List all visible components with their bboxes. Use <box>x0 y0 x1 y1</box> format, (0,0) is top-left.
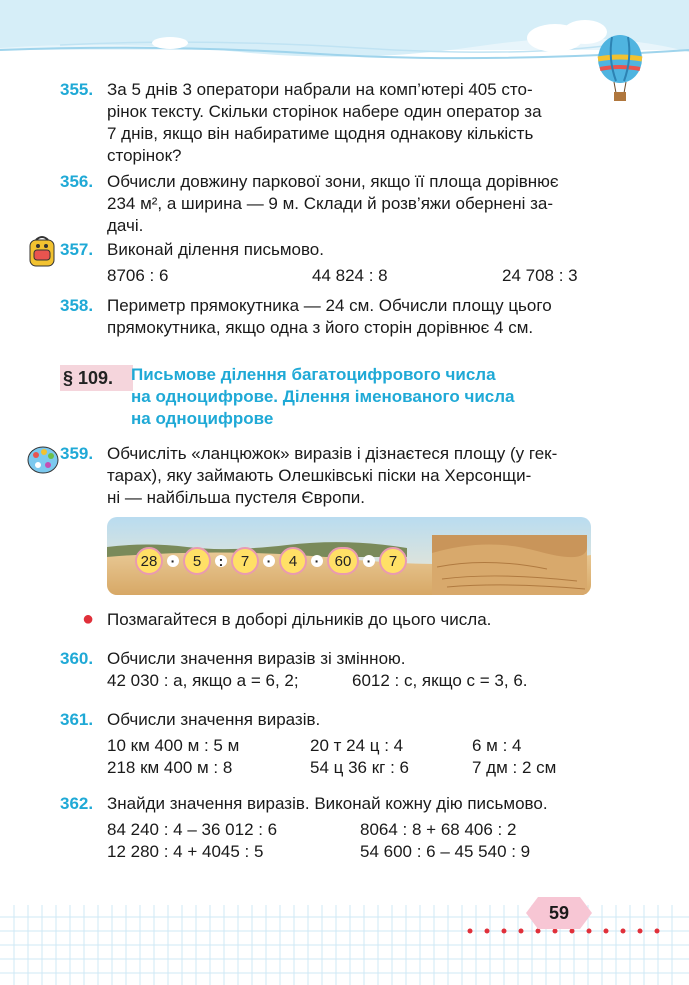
expression: 54 600 : 6 – 45 540 : 9 <box>360 842 531 861</box>
problem-number: 356. <box>60 172 94 191</box>
section-label: § 109. <box>60 365 133 391</box>
section-title-line: на одноцифрове. Ділення іменованого числа <box>131 387 515 406</box>
expression: 8064 : 8 + 68 406 : 2 <box>360 820 517 839</box>
expression: 218 км 400 м : 8 <box>107 758 233 777</box>
chain-number: 28 <box>135 547 163 575</box>
sky-decoration <box>0 0 689 70</box>
problem-text: Виконай ділення письмово. <box>107 240 324 259</box>
expression: 20 т 24 ц : 4 <box>310 736 404 755</box>
expression: 10 км 400 м : 5 м <box>107 736 240 755</box>
text-line: Обчисліть «ланцюжок» виразів і дізнаєтеся площу (у гек- <box>107 444 558 463</box>
chain-operator: · <box>311 555 323 567</box>
expression: 24 708 : 3 <box>502 266 578 285</box>
problem-number: 358. <box>60 296 94 315</box>
problem-360 <box>60 648 600 692</box>
problem-text: Обчисли значення виразів. <box>107 710 321 729</box>
text-line: дачі. <box>107 216 144 235</box>
problem-number: 361. <box>60 710 94 729</box>
expression: 44 824 : 8 <box>312 266 388 285</box>
bullet-icon: ● <box>82 608 95 630</box>
problem-number: 357. <box>60 240 94 259</box>
problem-number: 359. <box>60 444 94 463</box>
problem-text: Обчисли значення виразів зі змінною. <box>107 649 406 668</box>
text-line: Периметр прямокутника — 24 см. Обчисли площу цього <box>107 296 552 315</box>
expression-chain <box>134 548 408 574</box>
problem-number: 360. <box>60 649 94 668</box>
page-number <box>526 897 592 929</box>
text-line: рінок тексту. Скільки сторінок набере один оператор за <box>107 102 542 121</box>
chain-number: 7 <box>231 547 259 575</box>
chain-operator: · <box>167 555 179 567</box>
problem-355 <box>60 79 600 167</box>
section-title-line: Письмове ділення багатоцифрового числа <box>131 365 496 384</box>
expression: 7 дм : 2 см <box>472 758 557 777</box>
text-line: 7 днів, якщо він набиратиме щодня однакову кількість <box>107 124 534 143</box>
palette-icon <box>26 443 60 477</box>
chain-number: 60 <box>327 547 359 575</box>
problem-362 <box>60 793 600 863</box>
text-line: прямокутника, якщо одна з його сторін дорівнює 4 см. <box>107 318 534 337</box>
bullet-text: Позмагайтеся в доборі дільників до цього числа. <box>107 610 492 629</box>
problem-361 <box>60 709 600 779</box>
problem-356 <box>60 171 600 237</box>
expression: 84 240 : 4 – 36 012 : 6 <box>107 820 278 839</box>
chain-operator: : <box>215 555 227 567</box>
problem-358 <box>60 295 600 339</box>
expression: 42 030 : a, якщо a = 6, 2; <box>107 671 299 690</box>
text-line: 234 м², а ширина — 9 м. Склади й розв’яжи обернені за- <box>107 194 554 213</box>
section-title-line: на одноцифрове <box>131 409 274 428</box>
section-title <box>131 364 601 430</box>
expression: 12 280 : 4 + 4045 : 5 <box>107 842 264 861</box>
problem-number: 355. <box>60 80 94 99</box>
page-number-text: 59 <box>548 903 570 923</box>
text-line: Обчисли довжину паркової зони, якщо її площа дорівнює <box>107 172 559 191</box>
chain-operator: · <box>363 555 375 567</box>
expression: 6 м : 4 <box>472 736 522 755</box>
text-line: За 5 днів 3 оператори набрали на комп’ютері 405 сто- <box>107 80 533 99</box>
problem-text: Знайди значення виразів. Виконай кожну дію письмово. <box>107 794 548 813</box>
backpack-icon <box>24 234 60 268</box>
expression: 54 ц 36 кг : 6 <box>310 758 409 777</box>
chain-number: 5 <box>183 547 211 575</box>
problem-number: 362. <box>60 794 94 813</box>
text-line: сторінок? <box>107 146 182 165</box>
problem-359 <box>60 443 600 509</box>
text-line: ні — найбільша пустеля Європи. <box>107 488 365 507</box>
expression: 8706 : 6 <box>107 266 169 285</box>
chain-number: 4 <box>279 547 307 575</box>
chain-number: 7 <box>379 547 407 575</box>
chain-operator: · <box>263 555 275 567</box>
expression: 6012 : c, якщо c = 3, 6. <box>352 671 528 690</box>
text-line: тарах), яку займають Олешківські піски на Херсонщи- <box>107 466 532 485</box>
problem-357 <box>60 239 600 287</box>
